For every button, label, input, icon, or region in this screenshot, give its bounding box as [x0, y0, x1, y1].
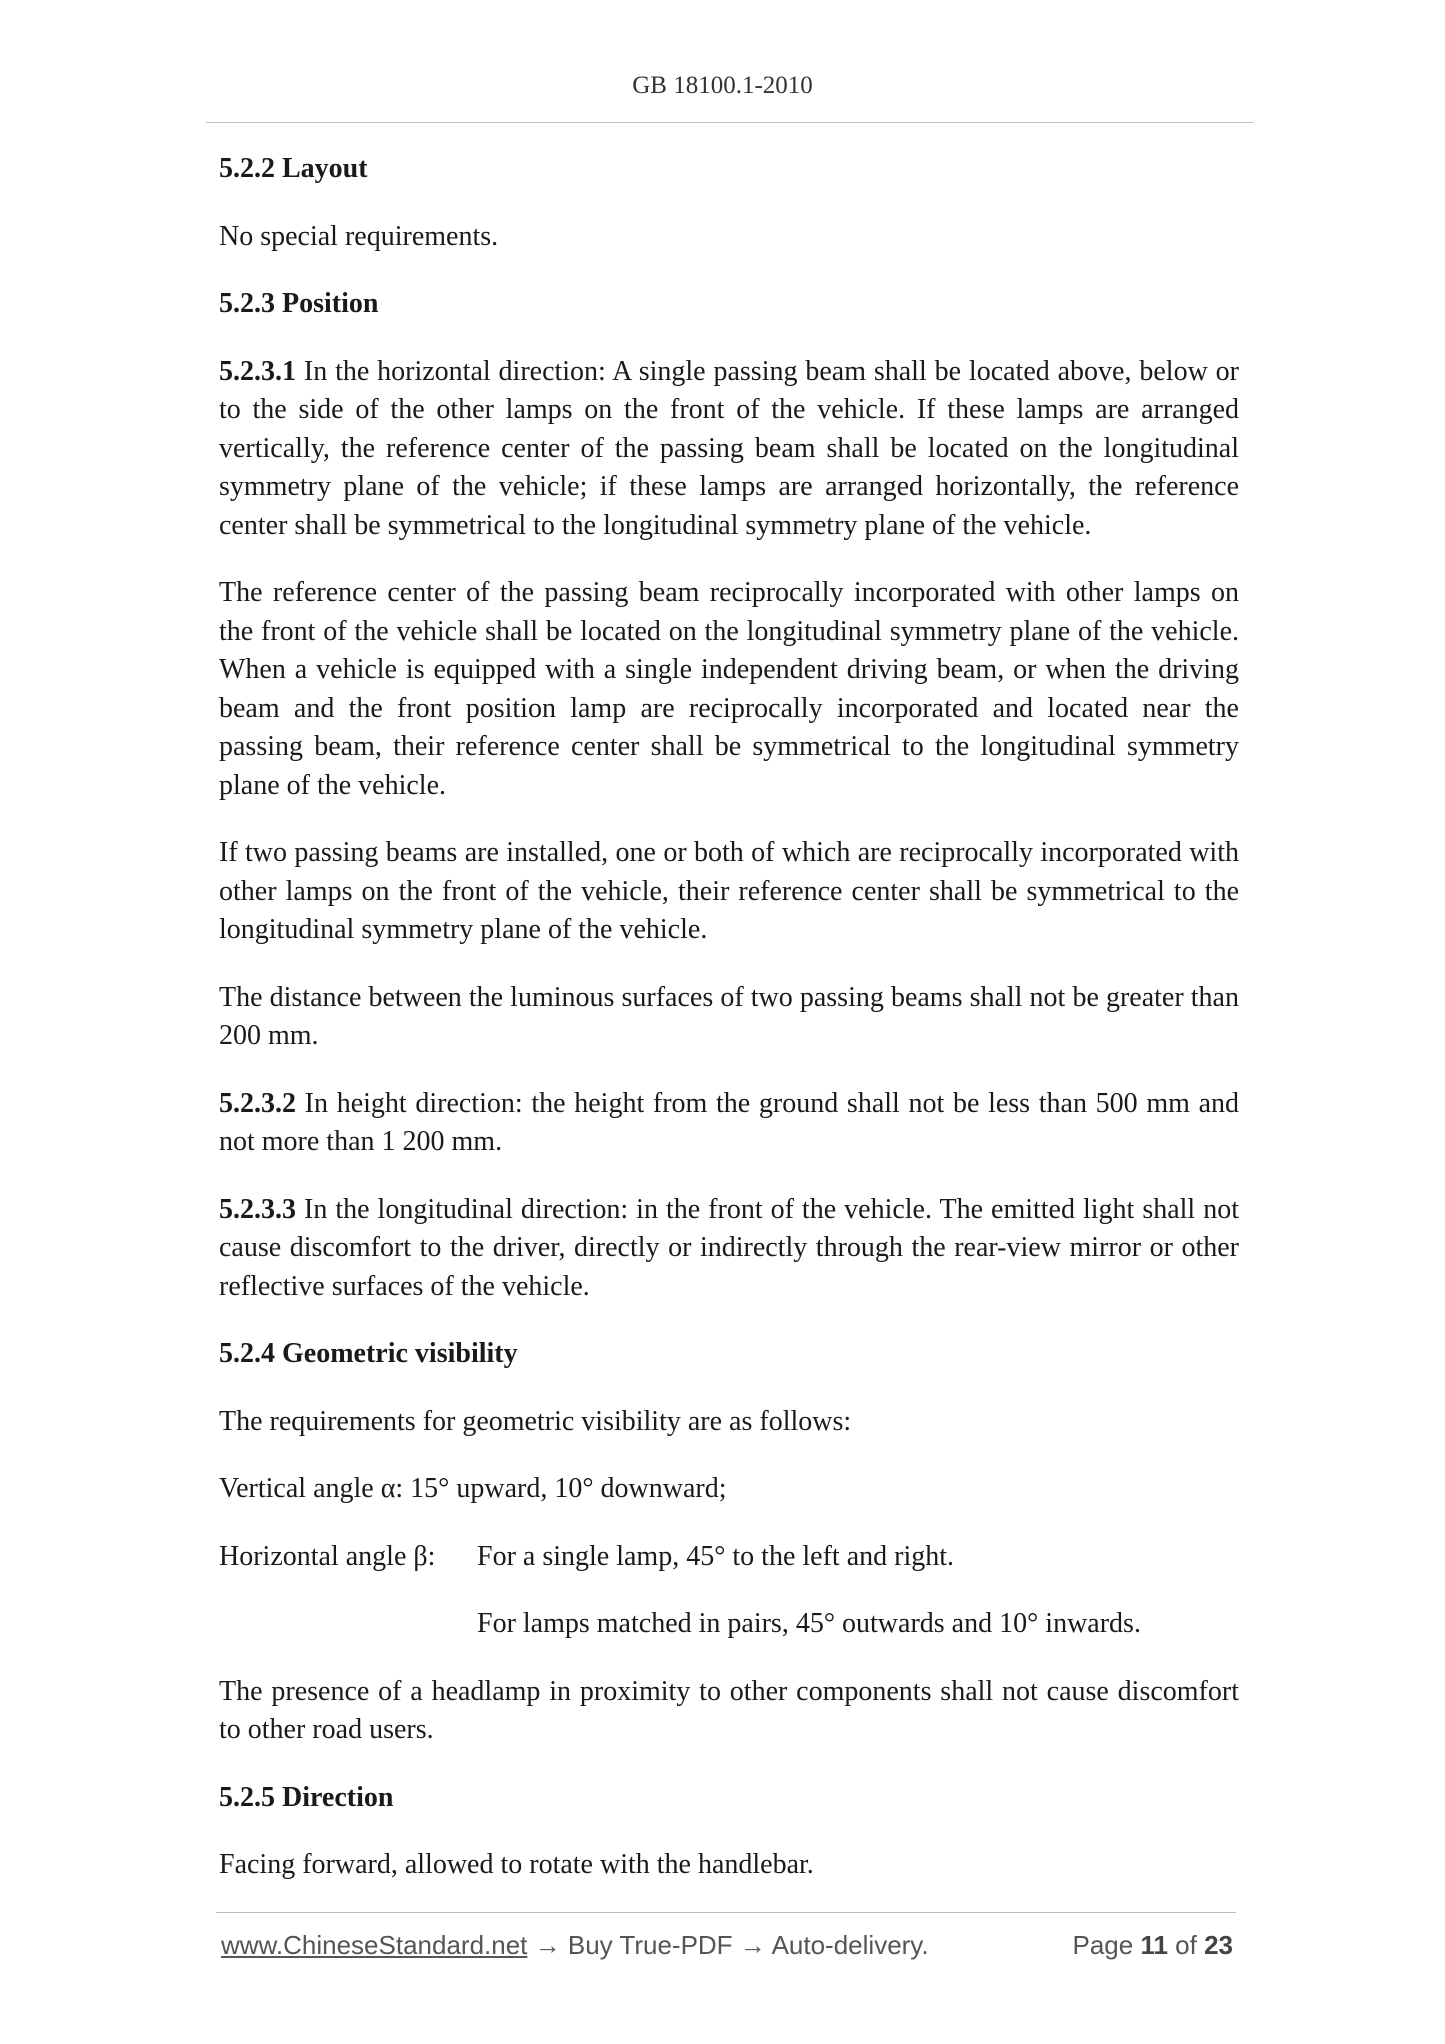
clause-text: In the horizontal direction: A single passing beam shall be located above, below or to the side of the other lamps on the front of the vehicle. If these lamps are arranged vertically, the reference center of the passing beam shall be located on the longitudinal symmetry plane of the vehicle; if these lamps are arranged horizontally, the reference center shall be symmetrical to the longitudinal symmetry plane of the vehicle. [219, 355, 1239, 541]
paragraph-5-2-3-2 [219, 1085, 1239, 1162]
footer-left [221, 1930, 929, 1961]
paragraph-reference-center: The reference center of the passing beam reciprocally incorporated with other lamps on the front of the vehicle shall be located on the longitudinal symmetry plane of the vehicle. When a vehicle is equipped with a single independent driving beam, or when the driving beam and the front position lamp are reciprocally incorporated and located near the passing beam, their reference center shall be symmetrical to the longitudinal symmetry plane of the vehicle. [219, 577, 1239, 801]
clause-number: 5.2.3.2 [219, 1087, 296, 1119]
paragraph-proximity: The presence of a headlamp in proximity to other components shall not cause discomfort to other road users. [219, 1675, 1239, 1745]
header-divider [206, 122, 1253, 123]
current-page: 11 [1140, 1930, 1168, 1960]
total-pages: 23 [1204, 1930, 1233, 1960]
paragraph-vertical-angle: Vertical angle α: 15° upward, 10° downward; [219, 1473, 727, 1504]
horizontal-angle-pairs: For lamps matched in pairs, 45° outwards and 10° inwards. [477, 1608, 1141, 1639]
footer-divider [216, 1912, 1236, 1913]
paragraph-layout: No special requirements. [219, 220, 499, 252]
footer-tagline: → Buy True-PDF → Auto-delivery. [527, 1930, 929, 1960]
section-heading-5-2-5: 5.2.5 Direction [219, 1781, 394, 1813]
document-body [219, 150, 1239, 1914]
website-link[interactable]: www.ChineseStandard.net [221, 1930, 528, 1960]
paragraph-distance: The distance between the luminous surfaces of two passing beams shall not be greater than 200 mm. [219, 981, 1239, 1051]
paragraph-visibility-intro: The requirements for geometric visibility are as follows: [219, 1405, 852, 1437]
clause-number: 5.2.3.3 [219, 1193, 296, 1225]
section-heading-5-2-4: 5.2.4 Geometric visibility [219, 1338, 518, 1369]
paragraph-two-passing-beams: If two passing beams are installed, one or both of which are reciprocally incorporated with other lamps on the front of the vehicle, their reference center shall be symmetrical to the longitudinal symmetry plane of the vehicle. [219, 837, 1239, 945]
paragraph-5-2-3-1 [219, 353, 1239, 546]
horizontal-angle-row [219, 1538, 1239, 1577]
page-footer [221, 1930, 1233, 1961]
section-heading-5-2-3: 5.2.3 Position [219, 288, 379, 319]
paragraph-direction: Facing forward, allowed to rotate with the handlebar. [219, 1849, 814, 1880]
of-word: of [1167, 1930, 1205, 1960]
paragraph-5-2-3-3 [219, 1191, 1239, 1307]
document-code-header: GB 18100.1-2010 [632, 72, 813, 99]
horizontal-angle-single: For a single lamp, 45° to the left and right. [477, 1540, 954, 1572]
section-heading-5-2-2: 5.2.2 Layout [219, 153, 368, 184]
clause-text: In height direction: the height from the ground shall not be less than 500 mm and not more than 1 200 mm. [219, 1087, 1239, 1157]
page-word: Page [1072, 1930, 1141, 1960]
page-indicator [1072, 1930, 1233, 1961]
clause-number: 5.2.3.1 [219, 355, 296, 387]
horizontal-angle-label: Horizontal angle β: [219, 1540, 436, 1572]
clause-text: In the longitudinal direction: in the front of the vehicle. The emitted light shall not cause discomfort to the driver, directly or indirectly through the rear-view mirror or other reflective surfaces of the vehicle. [219, 1193, 1239, 1302]
